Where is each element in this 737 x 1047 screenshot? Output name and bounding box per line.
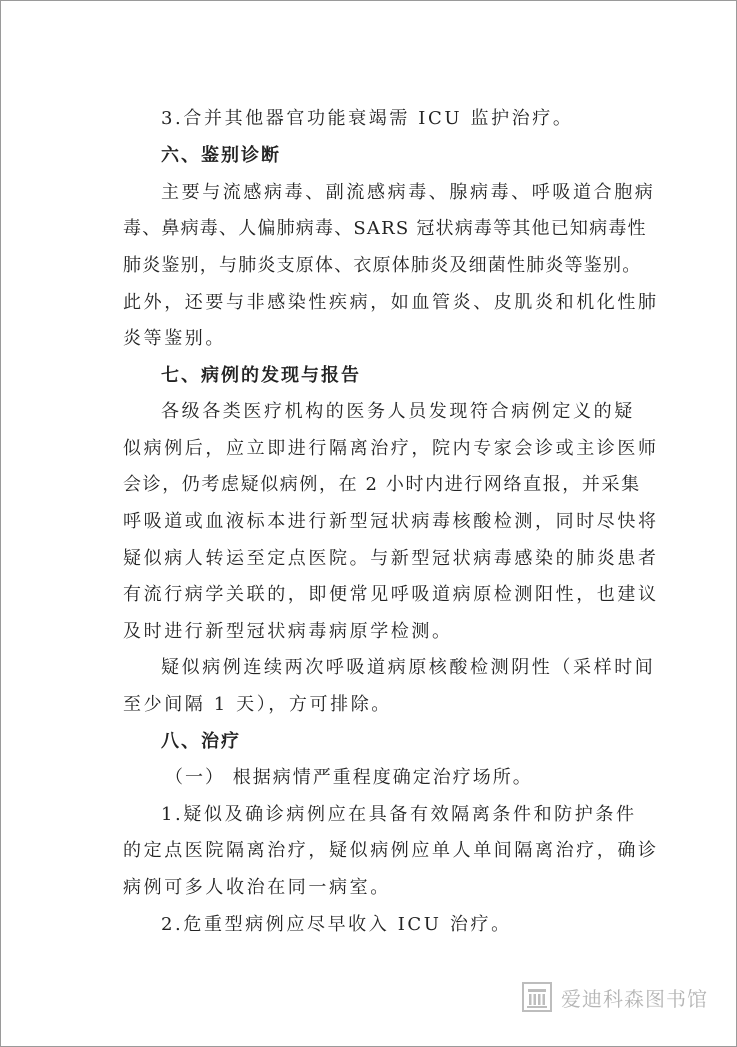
library-building-icon [521, 981, 553, 1013]
section-heading-differential-diagnosis: 六、鉴别诊断 [161, 145, 281, 166]
paragraph-line: 毒、鼻病毒、人偏肺病毒、SARS 冠状病毒等其他已知病毒性 [123, 218, 647, 239]
paragraph-line: 主要与流感病毒、副流感病毒、腺病毒、呼吸道合胞病 [161, 182, 656, 203]
paragraph-line: 疑似病例连续两次呼吸道病原核酸检测阴性（采样时间 [161, 657, 656, 678]
subsection-heading: （一） 根据病情严重程度确定治疗场所。 [165, 767, 533, 788]
paragraph-line: 及时进行新型冠状病毒病原学检测。 [123, 621, 453, 642]
paragraph-line: 病例可多人收治在同一病室。 [123, 877, 391, 898]
paragraph-line: 炎等鉴别。 [123, 328, 226, 349]
section-heading-treatment: 八、治疗 [161, 731, 241, 752]
section-heading-case-report: 七、病例的发现与报告 [161, 365, 361, 386]
paragraph-line: 疑似病人转运至定点医院。与新型冠状病毒感染的肺炎患者 [123, 548, 659, 569]
paragraph-line: 2.危重型病例应尽早收入 ICU 治疗。 [161, 914, 512, 935]
paragraph-line: 3.合并其他器官功能衰竭需 ICU 监护治疗。 [161, 108, 574, 129]
paragraph-line: 至少间隔 1 天），方可排除。 [123, 694, 392, 715]
paragraph-line: 肺炎鉴别，与肺炎支原体、衣原体肺炎及细菌性肺炎等鉴别。 [123, 255, 642, 276]
paragraph-line: 此外，还要与非感染性疾病，如血管炎、皮肌炎和机化性肺 [123, 292, 659, 313]
paragraph-line: 会诊，仍考虑疑似病例，在 2 小时内进行网络直报，并采集 [123, 474, 641, 495]
paragraph-line: 各级各类医疗机构的医务人员发现符合病例定义的疑 [161, 401, 635, 422]
paragraph-line: 有流行病学关联的，即便常见呼吸道病原检测阳性，也建议 [123, 584, 659, 605]
paragraph-line: 呼吸道或血液标本进行新型冠状病毒核酸检测，同时尽快将 [123, 511, 659, 532]
watermark-text: 爱迪科森图书馆 [561, 986, 708, 1011]
watermark [521, 980, 708, 1014]
paragraph-line: 的定点医院隔离治疗，疑似病例应单人单间隔离治疗，确诊 [123, 840, 659, 861]
paragraph-line: 1.疑似及确诊病例应在具备有效隔离条件和防护条件 [161, 804, 637, 825]
paragraph-line: 似病例后，应立即进行隔离治疗，院内专家会诊或主诊医师 [123, 438, 659, 459]
